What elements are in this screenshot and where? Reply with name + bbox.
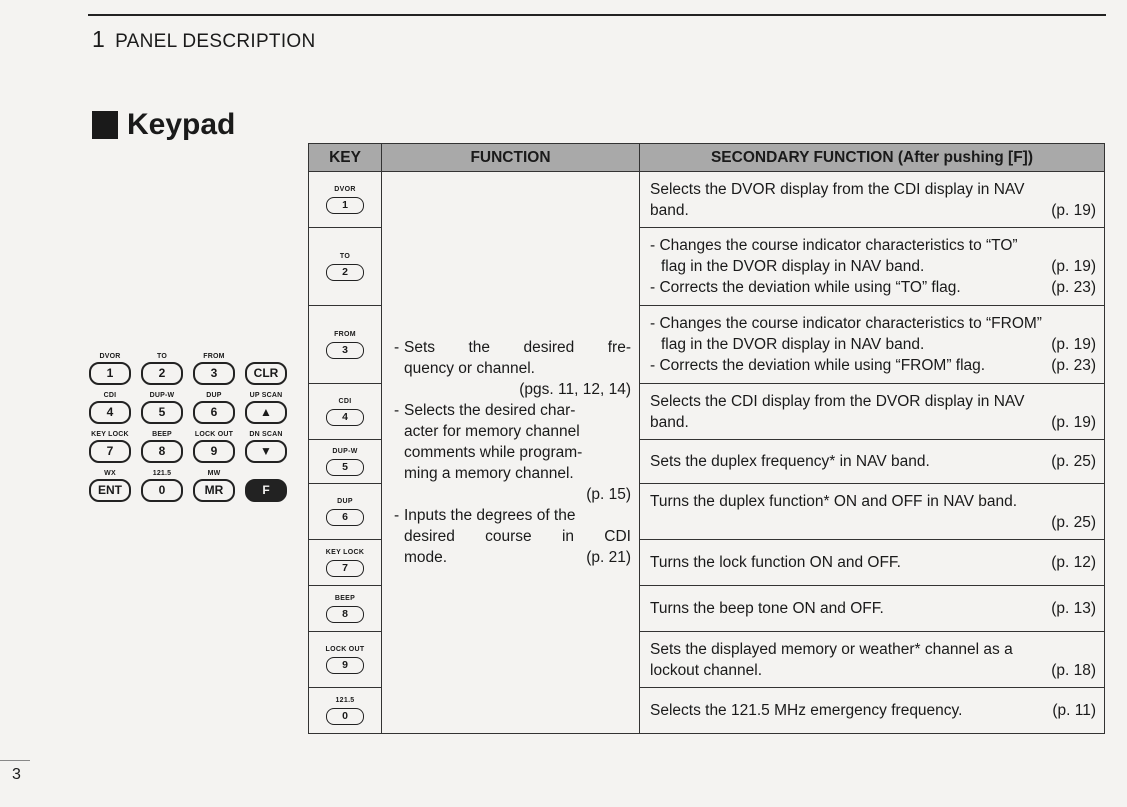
secondary-function-cell <box>640 632 1105 688</box>
function-text: Inputs the degrees of the <box>404 507 576 524</box>
key-cell <box>309 586 382 632</box>
secondary-text: band. <box>650 201 689 219</box>
word: CDI <box>604 528 631 545</box>
keypad-key-label: CDI <box>103 392 117 399</box>
word: in <box>561 528 575 545</box>
function-page-ref: (p. 21) <box>586 549 631 566</box>
word: desired <box>523 339 575 356</box>
secondary-line <box>650 256 1096 277</box>
table-header-row <box>309 144 1105 172</box>
chapter-number: 1 <box>92 26 106 52</box>
secondary-function-cell <box>640 306 1105 384</box>
keypad-function-table <box>308 143 1105 734</box>
keypad-key <box>242 430 290 463</box>
keypad-key <box>138 352 186 385</box>
page-number-rule <box>0 760 30 761</box>
keypad-key <box>86 391 134 424</box>
page-number: 3 <box>12 766 21 783</box>
keypad-key-button: CLR <box>245 362 287 385</box>
key-cell <box>309 228 382 306</box>
keypad-key-button: ▲ <box>245 401 287 424</box>
secondary-line <box>650 412 1096 433</box>
chapter-title: PANEL DESCRIPTION <box>115 31 316 52</box>
bullet-dash: - <box>394 402 400 419</box>
key-secondary-label: BEEP <box>334 595 356 602</box>
secondary-text: Selects the CDI display from the DVOR display in NAV <box>650 392 1025 410</box>
secondary-line <box>650 491 1096 512</box>
keypad-key-button: 7 <box>89 440 131 463</box>
keypad-key-button: 1 <box>89 362 131 385</box>
header-key: KEY <box>309 144 382 172</box>
word: course <box>485 528 532 545</box>
secondary-text: - Corrects the deviation while using “FROM” flag. <box>650 357 986 374</box>
keypad-key-label: 121.5 <box>152 470 172 477</box>
bullet-dash: - <box>394 507 400 524</box>
key-cell <box>309 440 382 484</box>
secondary-line <box>650 552 1096 573</box>
function-line-words <box>394 526 631 547</box>
key-cell <box>309 484 382 540</box>
page-ref: (p. 18) <box>1051 661 1096 679</box>
key-button-graphic: 6 <box>326 509 364 526</box>
keypad-key-button: 5 <box>141 401 183 424</box>
secondary-text: Turns the lock function ON and OFF. <box>650 554 901 571</box>
secondary-line <box>650 179 1096 200</box>
keypad-key-label: KEY LOCK <box>91 431 129 438</box>
keypad-key <box>242 469 290 502</box>
keypad-key-button: 6 <box>193 401 235 424</box>
chapter-header <box>92 26 316 53</box>
secondary-line <box>650 660 1096 681</box>
header-secondary-function: SECONDARY FUNCTION (After pushing [F]) <box>640 144 1105 172</box>
secondary-function-cell <box>640 172 1105 228</box>
keypad-key <box>190 469 238 502</box>
keypad-key-button: ▼ <box>245 440 287 463</box>
secondary-line <box>650 391 1096 412</box>
key-cell <box>309 384 382 440</box>
function-line: comments while program- <box>404 444 583 461</box>
key-cell <box>309 306 382 384</box>
keypad-illustration <box>86 352 290 508</box>
keypad-key-button: 0 <box>141 479 183 502</box>
keypad-key-label: DVOR <box>99 353 121 360</box>
secondary-text: lockout channel. <box>650 661 763 679</box>
key-button-graphic: 3 <box>326 342 364 359</box>
secondary-line <box>650 639 1096 660</box>
keypad-row <box>86 352 290 391</box>
key-secondary-label: LOCK OUT <box>325 646 365 653</box>
word: fre- <box>607 339 631 356</box>
word: the <box>468 339 491 356</box>
keypad-key <box>86 430 134 463</box>
section-bullet-square <box>92 111 118 139</box>
function-line <box>394 337 631 358</box>
keypad-key <box>138 469 186 502</box>
secondary-line <box>650 235 1096 256</box>
secondary-function-cell <box>640 586 1105 632</box>
keypad-key-button: F <box>245 479 287 502</box>
key-secondary-label: DUP <box>337 498 353 505</box>
secondary-line <box>650 200 1096 221</box>
keypad-key <box>86 469 134 502</box>
key-button-graphic: 8 <box>326 606 364 623</box>
key-button-graphic: 5 <box>326 459 364 476</box>
function-text: mode. <box>404 549 448 566</box>
key-cell <box>309 540 382 586</box>
function-line: ming a memory channel. <box>404 465 574 482</box>
key-button-graphic: 7 <box>326 560 364 577</box>
secondary-line <box>650 451 1096 472</box>
page-ref: (p. 19) <box>1051 258 1096 275</box>
secondary-text: Sets the displayed memory or weather* channel as a <box>650 640 1013 658</box>
function-cell <box>382 172 640 734</box>
page-ref: (p. 25) <box>1051 453 1096 470</box>
secondary-text: Turns the duplex function* ON and OFF in NAV band. <box>650 492 1018 510</box>
function-line <box>394 505 631 526</box>
keypad-key-label: FROM <box>203 353 225 360</box>
function-page-ref: (p. 15) <box>586 486 631 503</box>
page-ref: (p. 19) <box>1051 413 1096 431</box>
secondary-line <box>650 334 1096 355</box>
keypad-key-label: DUP <box>206 392 222 399</box>
secondary-function-cell <box>640 540 1105 586</box>
keypad-key <box>242 352 290 385</box>
keypad-key-label: LOCK OUT <box>194 431 234 438</box>
key-secondary-label: CDI <box>338 398 352 405</box>
function-page-ref: (pgs. 11, 12, 14) <box>519 381 631 398</box>
secondary-line <box>650 512 1096 533</box>
secondary-text: Selects the DVOR display from the CDI display in NAV <box>650 180 1025 198</box>
keypad-key <box>190 352 238 385</box>
section-title: Keypad <box>127 108 236 141</box>
key-secondary-label: 121.5 <box>335 697 355 704</box>
secondary-function-cell <box>640 688 1105 734</box>
keypad-key <box>190 391 238 424</box>
keypad-key <box>138 391 186 424</box>
keypad-key-label: MW <box>207 470 221 477</box>
page-ref: (p. 12) <box>1051 554 1096 571</box>
function-text: Selects the desired char- <box>404 402 576 419</box>
keypad-key-button: 3 <box>193 362 235 385</box>
keypad-key-label: WX <box>104 470 116 477</box>
keypad-key <box>138 430 186 463</box>
keypad-key-button: ENT <box>89 479 131 502</box>
page-ref: (p. 23) <box>1051 279 1096 296</box>
key-cell <box>309 632 382 688</box>
keypad-row <box>86 430 290 469</box>
keypad-key-button: 4 <box>89 401 131 424</box>
function-line <box>394 547 631 568</box>
secondary-line <box>650 277 1096 298</box>
page-ref: (p. 11) <box>1052 702 1096 719</box>
keypad-key-button: MR <box>193 479 235 502</box>
key-button-graphic: 1 <box>326 197 364 214</box>
table-row <box>309 172 1105 228</box>
word: Sets <box>404 339 436 356</box>
keypad-key-label: UP SCAN <box>249 392 283 399</box>
page-ref: (p. 25) <box>1051 513 1096 531</box>
keypad-key-label: DUP-W <box>149 392 175 399</box>
keypad-key-label <box>242 352 290 361</box>
secondary-line <box>650 598 1096 619</box>
keypad-row <box>86 391 290 430</box>
secondary-text: - Changes the course indicator characteristics to “FROM” <box>650 315 1042 332</box>
function-line: quency or channel. <box>404 360 535 377</box>
secondary-line <box>650 313 1096 334</box>
header-function: FUNCTION <box>382 144 640 172</box>
key-secondary-label: TO <box>339 253 351 260</box>
secondary-text: flag in the DVOR display in NAV band. <box>661 258 925 275</box>
keypad-key-button: 2 <box>141 362 183 385</box>
key-secondary-label: FROM <box>334 331 356 338</box>
keypad-key-button: 9 <box>193 440 235 463</box>
secondary-function-cell <box>640 440 1105 484</box>
secondary-text: flag in the DVOR display in NAV band. <box>661 336 925 353</box>
secondary-text: band. <box>650 413 689 431</box>
secondary-text: Turns the beep tone ON and OFF. <box>650 600 884 617</box>
key-button-graphic: 2 <box>326 264 364 281</box>
word: desired <box>404 528 455 545</box>
secondary-text: Selects the 121.5 MHz emergency frequency. <box>650 702 963 719</box>
key-button-graphic: 4 <box>326 409 364 426</box>
key-secondary-label: DVOR <box>334 186 356 193</box>
function-line <box>394 400 631 421</box>
keypad-key <box>242 391 290 424</box>
secondary-line <box>650 355 1096 376</box>
keypad-key <box>190 430 238 463</box>
keypad-key-label <box>242 469 290 478</box>
key-button-graphic: 9 <box>326 657 364 674</box>
page-ref: (p. 13) <box>1051 600 1096 617</box>
page-ref: (p. 23) <box>1051 357 1096 374</box>
function-line-words <box>404 337 631 358</box>
keypad-key-button: 8 <box>141 440 183 463</box>
keypad-key-label: TO <box>157 353 167 360</box>
key-cell <box>309 688 382 734</box>
keypad-row <box>86 469 290 508</box>
keypad-key-label: BEEP <box>152 431 172 438</box>
secondary-text: - Corrects the deviation while using “TO” flag. <box>650 279 961 296</box>
key-button-graphic: 0 <box>326 708 364 725</box>
page-ref: (p. 19) <box>1051 336 1096 353</box>
secondary-function-cell <box>640 228 1105 306</box>
keypad-key <box>86 352 134 385</box>
key-secondary-label: KEY LOCK <box>325 549 365 556</box>
bullet-dash: - <box>394 339 400 356</box>
keypad-key-label: DN SCAN <box>249 431 283 438</box>
page-ref: (p. 19) <box>1051 201 1096 219</box>
key-secondary-label: DUP-W <box>332 448 358 455</box>
top-rule <box>88 14 1106 16</box>
key-cell <box>309 172 382 228</box>
secondary-function-cell <box>640 384 1105 440</box>
secondary-function-cell <box>640 484 1105 540</box>
secondary-text: - Changes the course indicator characteristics to “TO” <box>650 237 1018 254</box>
function-line: acter for memory channel <box>404 423 580 440</box>
secondary-text: Sets the duplex frequency* in NAV band. <box>650 453 930 470</box>
secondary-line <box>650 700 1096 721</box>
section-heading <box>92 108 235 142</box>
